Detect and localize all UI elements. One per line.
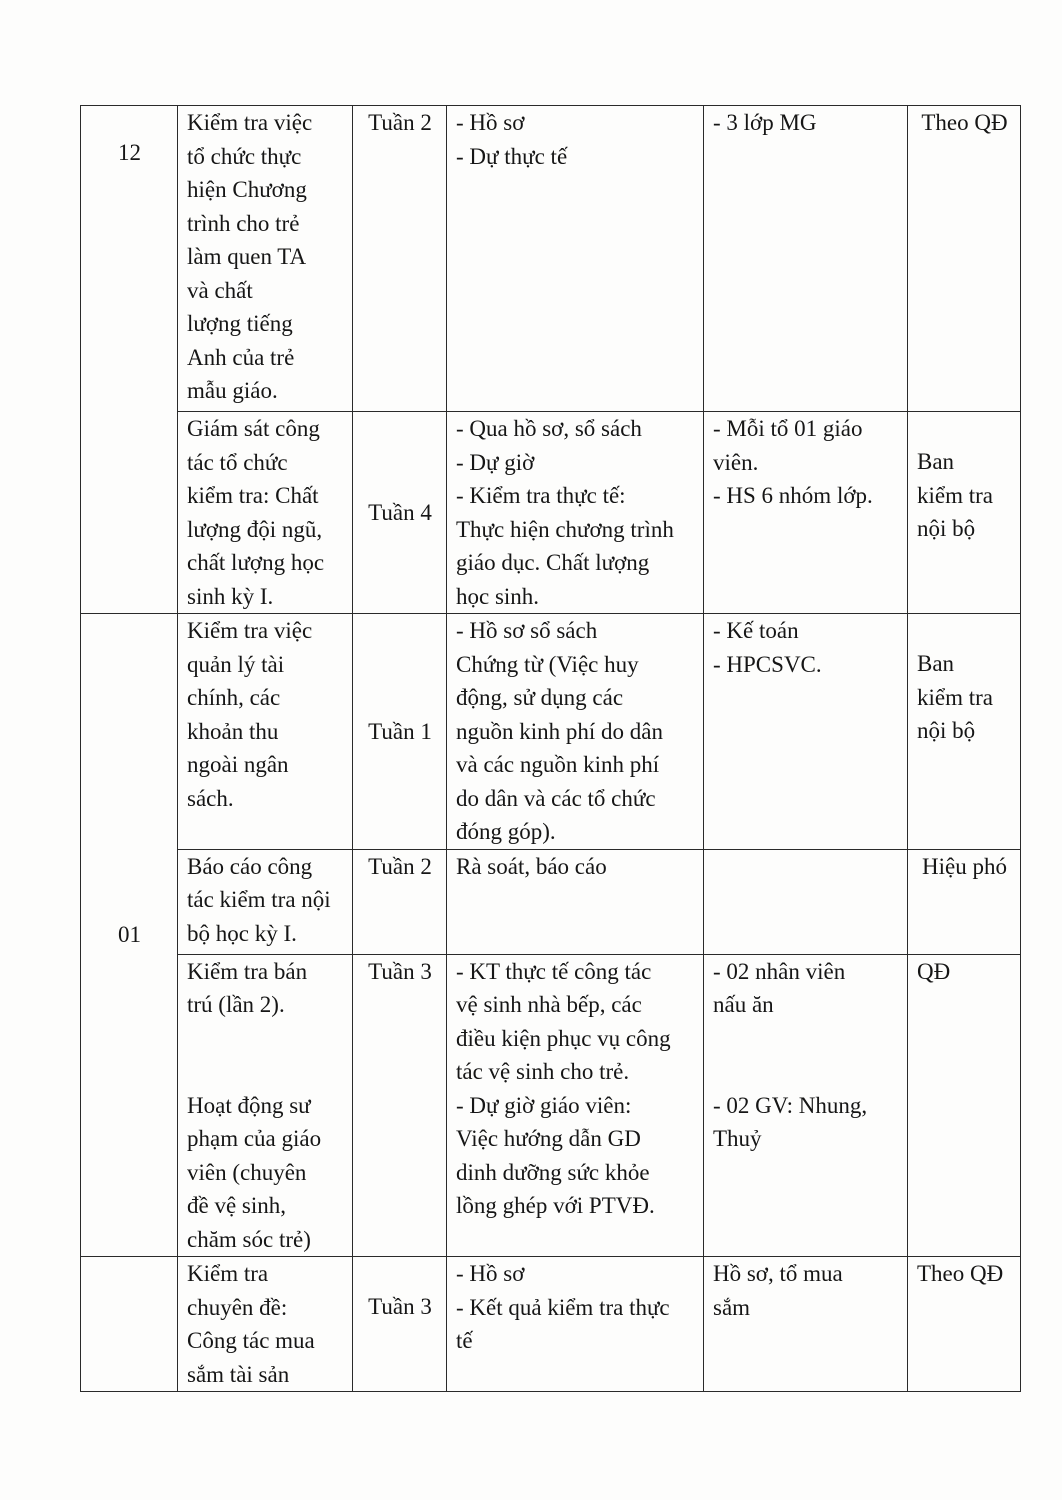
object-cell xyxy=(704,614,908,850)
time-label: Tuần 2 xyxy=(368,110,432,135)
object-line: viên. xyxy=(713,449,759,475)
method-line: dinh dưỡng sức khỏe xyxy=(456,1159,650,1185)
method-cell xyxy=(447,412,704,614)
method-line: đóng góp). xyxy=(456,819,556,844)
method-line: tế xyxy=(456,1328,473,1353)
method-line: - Hồ sơ sổ sách xyxy=(456,618,598,643)
content-cell xyxy=(178,412,353,614)
object-cell xyxy=(704,1257,908,1392)
content-line: viên (chuyên xyxy=(187,1159,307,1185)
content-line: tác kiểm tra nội xyxy=(187,887,331,912)
month-label: 12 xyxy=(118,140,141,165)
unit-line: Hiệu phó xyxy=(922,853,1007,879)
unit-line: Theo QĐ xyxy=(921,110,1008,135)
unit-cell xyxy=(908,849,1021,954)
table-row xyxy=(81,849,1021,954)
content-cell xyxy=(178,106,353,412)
content-line: quản lý tài xyxy=(187,651,285,677)
object-line: sắm xyxy=(713,1294,751,1320)
object-cell xyxy=(704,106,908,412)
content-cell xyxy=(178,1257,353,1392)
method-line: - Kết quả kiểm tra thực xyxy=(456,1294,670,1320)
unit-line: nội bộ xyxy=(917,516,976,541)
content-line: ngoài ngân xyxy=(187,752,289,777)
method-line: - Dự giờ giáo viên: xyxy=(456,1092,632,1118)
unit-line: nội bộ xyxy=(917,718,976,743)
content-cell xyxy=(178,954,353,1257)
content-line: và chất xyxy=(187,277,253,303)
content-line: sắm tài sản xyxy=(187,1361,290,1387)
method-line: Việc hướng dẫn GD xyxy=(456,1126,641,1151)
content-line: Hoạt động sư xyxy=(187,1092,311,1118)
method-line: học sinh. xyxy=(456,583,540,609)
table-row xyxy=(81,106,1021,412)
month-cell xyxy=(81,1257,178,1392)
table-row xyxy=(81,412,1021,614)
unit-line: Ban xyxy=(917,651,955,676)
object-line: - HS 6 nhóm lớp. xyxy=(713,483,873,508)
object-line: - 3 lớp MG xyxy=(713,110,817,135)
object-cell xyxy=(704,412,908,614)
unit-line: kiểm tra xyxy=(917,684,993,710)
time-label: Tuần 1 xyxy=(368,718,432,744)
content-line: trình cho trẻ xyxy=(187,210,300,236)
method-line: động, sử dụng các xyxy=(456,685,624,710)
object-line: - HPCSVC. xyxy=(713,651,822,677)
method-line: nguồn kinh phí do dân xyxy=(456,718,663,744)
object-line: Thuỷ xyxy=(713,1126,762,1151)
method-line: Rà soát, báo cáo xyxy=(456,853,607,879)
content-line: chăm sóc trẻ) xyxy=(187,1226,311,1252)
method-line: do dân và các tổ chức xyxy=(456,785,656,811)
object-cell xyxy=(704,954,908,1257)
content-line: chuyên đề: xyxy=(187,1294,288,1320)
content-line: lượng tiếng xyxy=(187,311,293,336)
table-row xyxy=(81,614,1021,850)
content-line: hiện Chương xyxy=(187,177,307,202)
method-cell xyxy=(447,849,704,954)
method-line: - Qua hồ sơ, sổ sách xyxy=(456,416,642,441)
object-line: - Mỗi tổ 01 giáo xyxy=(713,416,863,441)
method-line: điều kiện phục vụ công xyxy=(456,1025,671,1051)
unit-line: QĐ xyxy=(917,958,951,984)
spacer xyxy=(187,1022,344,1089)
content-line: Kiểm tra xyxy=(187,1261,269,1286)
content-line: Kiểm tra việc xyxy=(187,110,313,135)
time-cell xyxy=(353,954,447,1257)
content-line: làm quen TA xyxy=(187,244,307,269)
method-line: vệ sinh nhà bếp, các xyxy=(456,992,642,1017)
method-cell xyxy=(447,954,704,1257)
object-line: - Kế toán xyxy=(713,618,799,643)
method-line: lồng ghép với PTVĐ. xyxy=(456,1193,655,1218)
object-line: Hồ sơ, tổ mua xyxy=(713,1261,843,1286)
method-line: tác vệ sinh cho trẻ. xyxy=(456,1059,630,1084)
unit-line: Ban xyxy=(917,449,955,474)
method-line: - Dự thực tế xyxy=(456,143,568,169)
method-line: - Hồ sơ xyxy=(456,1261,525,1286)
unit-cell xyxy=(908,1257,1021,1392)
object-line: nấu ăn xyxy=(713,992,774,1017)
content-line: lượng đội ngũ, xyxy=(187,516,323,542)
unit-cell xyxy=(908,614,1021,850)
spacer xyxy=(713,1022,899,1089)
method-line: - Kiểm tra thực tế: xyxy=(456,483,626,508)
content-line: Kiểm tra bán xyxy=(187,958,308,984)
content-line: sách. xyxy=(187,785,234,811)
content-line: Công tác mua xyxy=(187,1328,315,1353)
content-line: Báo cáo công xyxy=(187,853,313,879)
content-line: tổ chức thực xyxy=(187,143,302,169)
time-cell xyxy=(353,412,447,614)
content-cell xyxy=(178,614,353,850)
inspection-plan-table xyxy=(80,105,1021,1392)
content-line: khoản thu xyxy=(187,718,279,744)
content-line: bộ học kỳ I. xyxy=(187,920,297,946)
object-line: - 02 nhân viên xyxy=(713,958,846,984)
time-label: Tuần 4 xyxy=(368,499,432,525)
month-label: 01 xyxy=(118,922,141,948)
method-line: Chứng từ (Việc huy xyxy=(456,651,639,677)
content-line: đề vệ sinh, xyxy=(187,1193,287,1218)
time-cell xyxy=(353,1257,447,1392)
content-line: phạm của giáo xyxy=(187,1126,322,1151)
time-label: Tuần 3 xyxy=(368,1294,432,1319)
time-cell xyxy=(353,614,447,850)
table-row xyxy=(81,1257,1021,1392)
content-line: kiểm tra: Chất xyxy=(187,483,319,508)
table-row xyxy=(81,954,1021,1257)
content-cell xyxy=(178,849,353,954)
content-line: trú (lần 2). xyxy=(187,992,285,1017)
object-line: - 02 GV: Nhung, xyxy=(713,1092,868,1118)
method-line: - Hồ sơ xyxy=(456,110,525,135)
method-cell xyxy=(447,106,704,412)
method-line: - Dự giờ xyxy=(456,449,535,475)
content-line: Kiểm tra việc xyxy=(187,618,313,643)
content-line: tác tổ chức xyxy=(187,449,288,475)
content-line: chính, các xyxy=(187,685,281,710)
unit-cell xyxy=(908,412,1021,614)
unit-cell xyxy=(908,954,1021,1257)
content-line: Giám sát công xyxy=(187,416,320,441)
object-cell xyxy=(704,849,908,954)
month-cell xyxy=(81,106,178,614)
time-label: Tuần 2 xyxy=(368,853,432,879)
content-line: Anh của trẻ xyxy=(187,344,295,370)
method-cell xyxy=(447,614,704,850)
time-label: Tuần 3 xyxy=(368,958,432,984)
unit-line: kiểm tra xyxy=(917,482,993,508)
content-line: chất lượng học xyxy=(187,550,325,575)
method-line: - KT thực tế công tác xyxy=(456,958,652,984)
content-line: mẫu giáo. xyxy=(187,378,278,403)
unit-line: Theo QĐ xyxy=(917,1261,1004,1286)
method-line: và các nguồn kinh phí xyxy=(456,752,660,777)
method-line: giáo dục. Chất lượng xyxy=(456,550,650,575)
content-line: sinh kỳ I. xyxy=(187,583,274,609)
month-cell xyxy=(81,614,178,1257)
time-cell xyxy=(353,849,447,954)
method-cell xyxy=(447,1257,704,1392)
method-line: Thực hiện chương trình xyxy=(456,516,674,542)
time-cell xyxy=(353,106,447,412)
unit-cell xyxy=(908,106,1021,412)
